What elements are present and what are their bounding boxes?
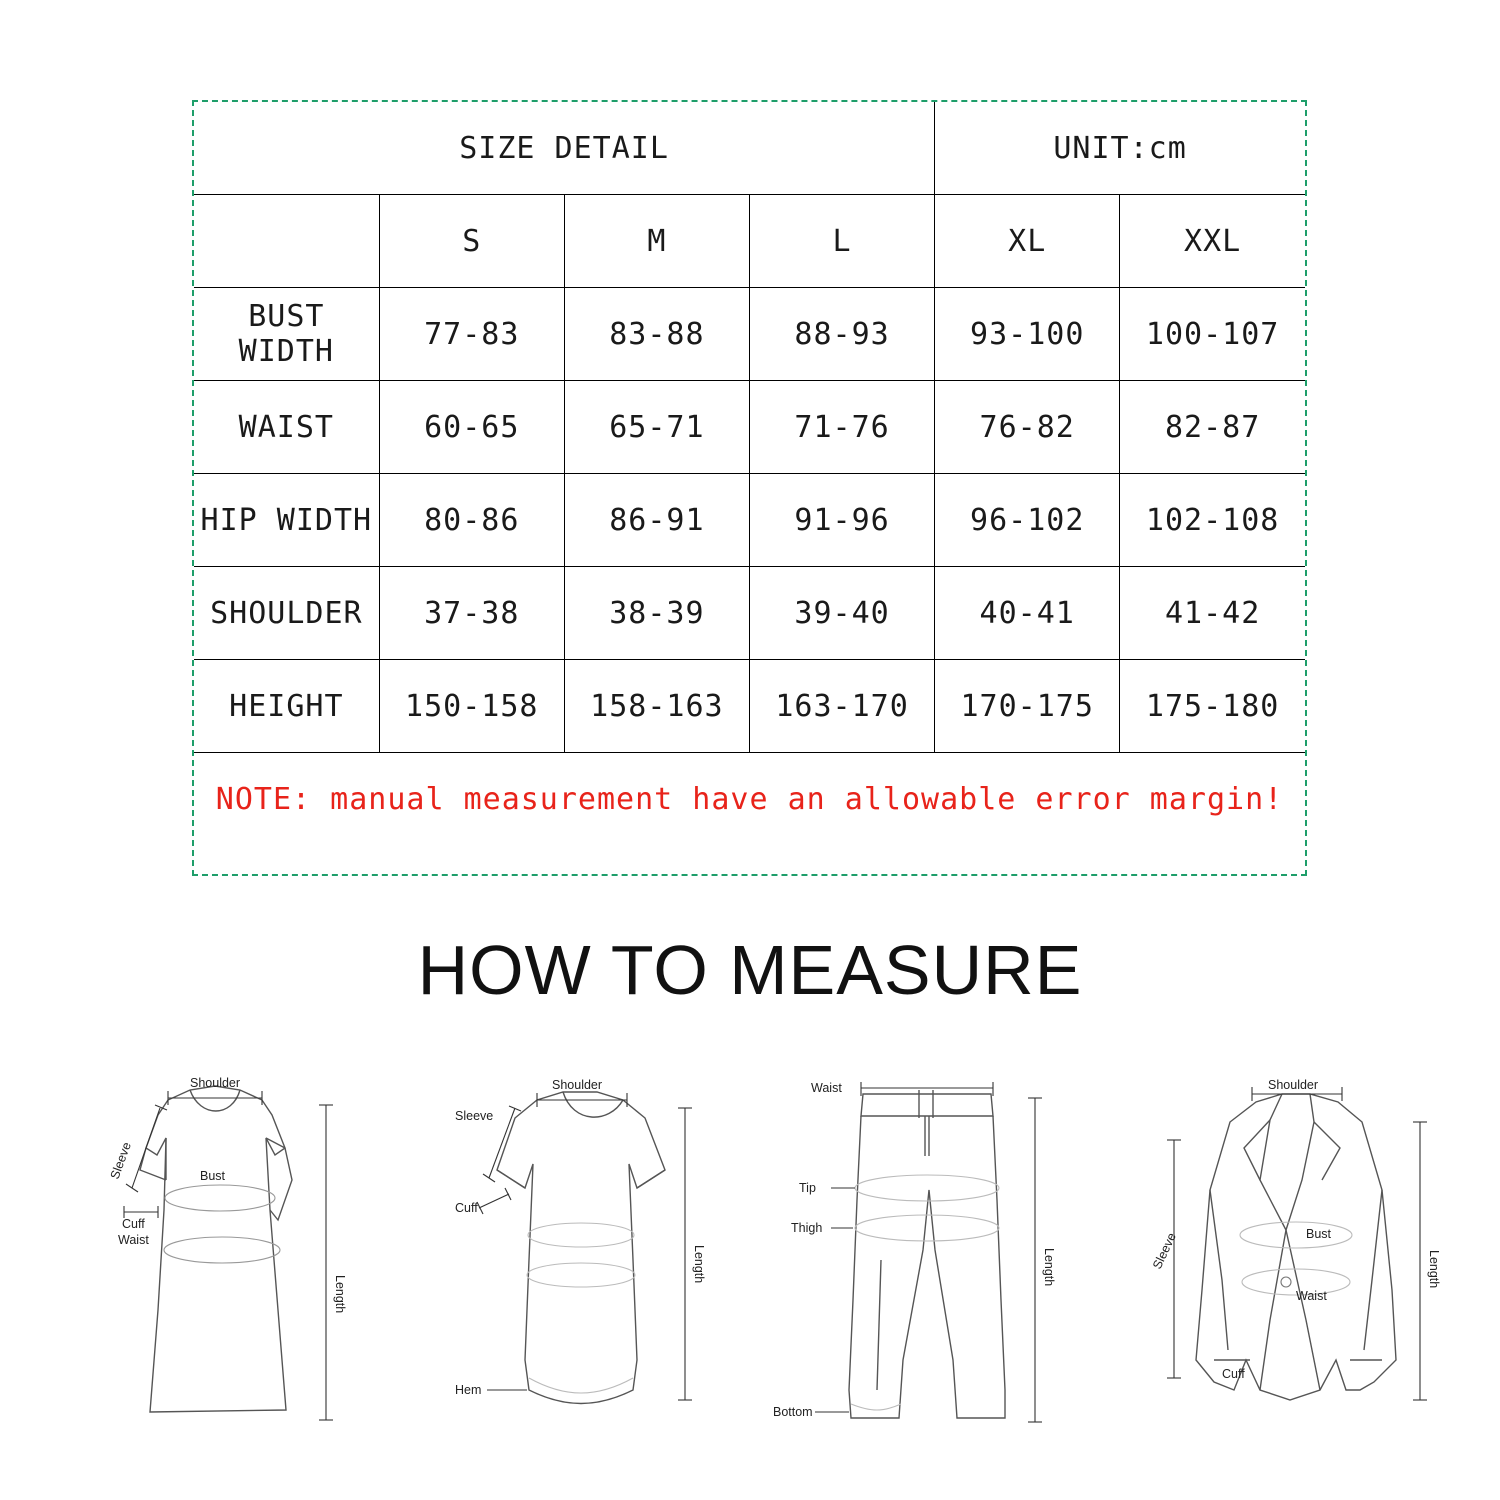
dress-label-sleeve: Sleeve [107, 1140, 134, 1182]
cell-height-xxl: 175-180 [1120, 660, 1305, 753]
size-detail-card [192, 100, 1307, 876]
figure-tshirt [397, 1060, 747, 1450]
dress-label-shoulder: Shoulder [190, 1076, 241, 1090]
pants-label-length: Length [1042, 1248, 1057, 1287]
cell-waist-l: 71-76 [749, 381, 934, 474]
empty-corner-cell [194, 195, 379, 288]
table-header-row [194, 102, 1305, 195]
size-column-xxl: XXL [1120, 195, 1305, 288]
dress-label-length: Length [333, 1275, 347, 1314]
size-column-l: L [749, 195, 934, 288]
tshirt-label-hem: Hem [454, 1383, 482, 1397]
cell-bust-xl: 93-100 [935, 288, 1120, 381]
size-detail-unit: UNIT:cm [935, 102, 1305, 195]
table-row [194, 567, 1305, 660]
figure-blazer [1110, 1060, 1460, 1450]
row-label-height: HEIGHT [194, 660, 379, 753]
tshirt-diagram [397, 1060, 747, 1450]
table-row [194, 381, 1305, 474]
blazer-label-waist: Waist [1295, 1289, 1327, 1303]
blazer-label-sleeve: Sleeve [1149, 1230, 1179, 1272]
cell-height-xl: 170-175 [935, 660, 1120, 753]
cell-hip-xxl: 102-108 [1120, 474, 1305, 567]
how-to-measure-figures [40, 1060, 1460, 1460]
cell-height-l: 163-170 [749, 660, 934, 753]
cell-bust-xxl: 100-107 [1120, 288, 1305, 381]
size-detail-table [194, 102, 1305, 845]
cell-shoulder-m: 38-39 [564, 567, 749, 660]
table-row [194, 288, 1305, 381]
cell-bust-l: 88-93 [749, 288, 934, 381]
row-label-shoulder: SHOULDER [194, 567, 379, 660]
cell-hip-l: 91-96 [749, 474, 934, 567]
row-label-hip-width: HIP WIDTH [194, 474, 379, 567]
pants-label-bottom: Bottom [773, 1405, 813, 1419]
cell-shoulder-xl: 40-41 [935, 567, 1120, 660]
cell-bust-s: 77-83 [379, 288, 564, 381]
pants-label-waist: Waist [811, 1081, 843, 1095]
figure-dress [40, 1060, 390, 1450]
blazer-label-cuff: Cuff [1221, 1367, 1245, 1381]
row-label-waist: WAIST [194, 381, 379, 474]
note-row [194, 753, 1305, 846]
table-row [194, 474, 1305, 567]
cell-hip-s: 80-86 [379, 474, 564, 567]
blazer-label-length: Length [1426, 1250, 1441, 1289]
pants-label-tip: Tip [799, 1181, 817, 1195]
size-column-xl: XL [935, 195, 1120, 288]
size-column-m: M [564, 195, 749, 288]
cell-shoulder-l: 39-40 [749, 567, 934, 660]
measurement-note: NOTE: manual measurement have an allowable error margin! [194, 753, 1305, 846]
blazer-diagram [1110, 1060, 1460, 1450]
size-column-s: S [379, 195, 564, 288]
cell-shoulder-xxl: 41-42 [1120, 567, 1305, 660]
figure-pants [753, 1060, 1103, 1450]
how-to-measure-title: HOW TO MEASURE [417, 931, 1083, 1009]
size-row [194, 195, 1305, 288]
cell-shoulder-s: 37-38 [379, 567, 564, 660]
tshirt-label-cuff: Cuff [454, 1201, 478, 1215]
cell-height-m: 158-163 [564, 660, 749, 753]
cell-waist-xxl: 82-87 [1120, 381, 1305, 474]
pants-diagram [753, 1060, 1103, 1450]
dress-label-waist: Waist [118, 1233, 149, 1247]
dress-label-cuff: Cuff [122, 1217, 145, 1231]
tshirt-label-shoulder: Shoulder [551, 1078, 602, 1092]
tshirt-label-length: Length [691, 1245, 706, 1284]
cell-waist-m: 65-71 [564, 381, 749, 474]
row-label-bust-width: BUST WIDTH [194, 288, 379, 381]
blazer-label-shoulder: Shoulder [1267, 1078, 1319, 1092]
cell-hip-m: 86-91 [564, 474, 749, 567]
cell-waist-xl: 76-82 [935, 381, 1120, 474]
size-detail-title: SIZE DETAIL [194, 102, 935, 195]
cell-bust-m: 83-88 [564, 288, 749, 381]
table-row [194, 660, 1305, 753]
tshirt-label-sleeve: Sleeve [454, 1109, 493, 1123]
cell-waist-s: 60-65 [379, 381, 564, 474]
dress-label-bust: Bust [200, 1169, 226, 1183]
pants-label-thigh: Thigh [791, 1221, 823, 1235]
dress-diagram [40, 1060, 390, 1450]
cell-height-s: 150-158 [379, 660, 564, 753]
cell-hip-xl: 96-102 [935, 474, 1120, 567]
blazer-label-bust: Bust [1305, 1227, 1331, 1241]
